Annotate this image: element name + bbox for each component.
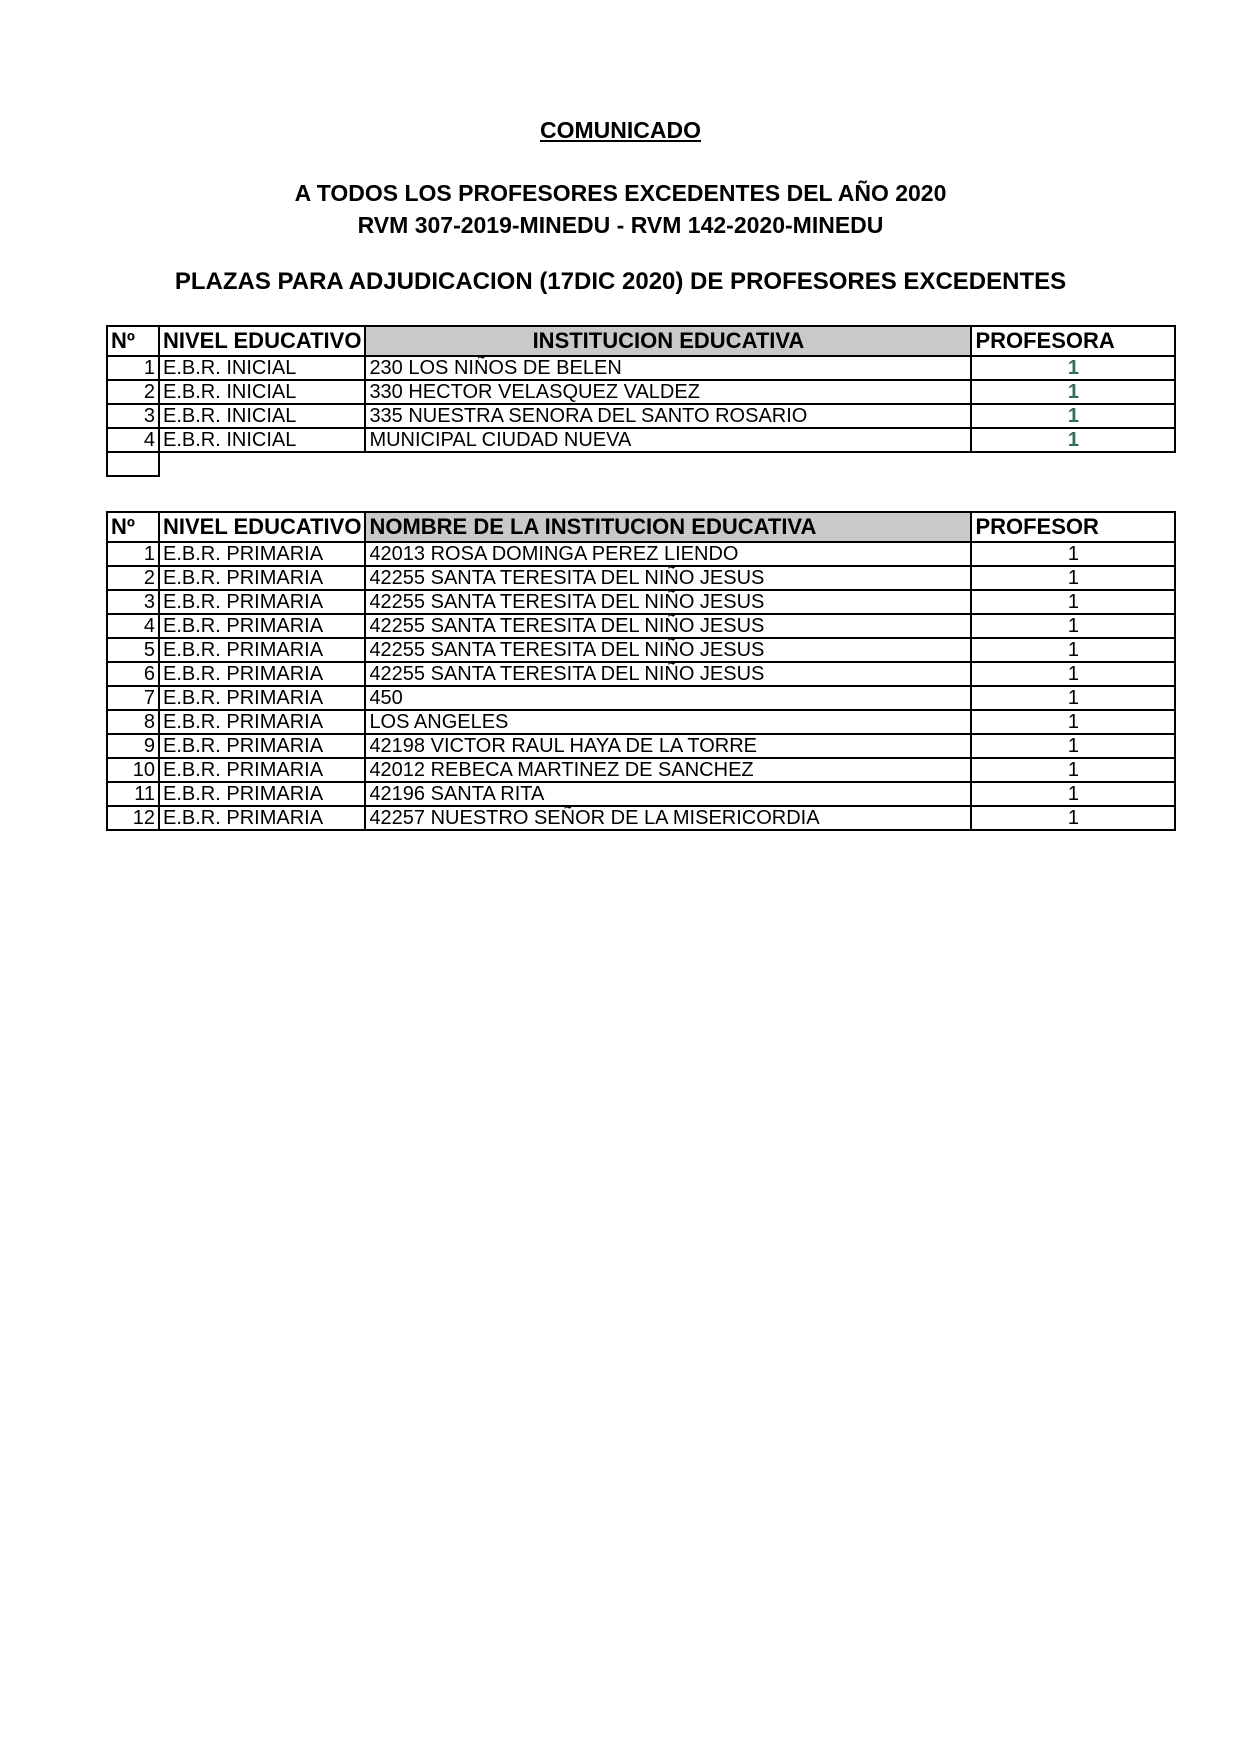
table-row [107,806,1175,830]
row-number: 1 [107,356,159,380]
row-institucion: MUNICIPAL CIUDAD NUEVA [365,428,971,452]
row-nivel: E.B.R. PRIMARIA [159,638,365,662]
document-title: COMUNICADO [540,117,701,143]
row-nivel: E.B.R. PRIMARIA [159,710,365,734]
row-number: 4 [107,614,159,638]
row-number: 12 [107,806,159,830]
row-number: 11 [107,782,159,806]
row-nivel: E.B.R. INICIAL [159,356,365,380]
table-row [107,590,1175,614]
table-row [107,710,1175,734]
row-cantidad: 1 [971,404,1175,428]
row-cantidad: 1 [971,662,1175,686]
table-row [107,734,1175,758]
table-row [107,686,1175,710]
row-cantidad: 1 [971,614,1175,638]
row-nivel: E.B.R. PRIMARIA [159,662,365,686]
row-number: 6 [107,662,159,686]
table-row [107,638,1175,662]
document-subtitle-2: RVM 307-2019-MINEDU - RVM 142-2020-MINEDU [357,212,884,238]
row-institucion: LOS ANGELES [365,710,971,734]
row-cantidad: 1 [971,710,1175,734]
table-header-row [107,326,1175,356]
document-subtitle-1: A TODOS LOS PROFESORES EXCEDENTES DEL AÑO 2020 [294,180,947,206]
row-institucion: 42012 REBECA MARTINEZ DE SANCHEZ [365,758,971,782]
empty-spacer [159,452,1175,476]
header-institucion: NOMBRE DE LA INSTITUCION EDUCATIVA [365,512,971,542]
table-row [107,428,1175,452]
table-row [107,614,1175,638]
row-number: 2 [107,566,159,590]
row-institucion: 42255 SANTA TERESITA DEL NIÑO JESUS [365,566,971,590]
row-number: 2 [107,380,159,404]
row-nivel: E.B.R. PRIMARIA [159,734,365,758]
header-profesor: PROFESOR [971,512,1175,542]
row-number: 4 [107,428,159,452]
row-number: 3 [107,590,159,614]
document-subtitle-3: PLAZAS PARA ADJUDICACION (17DIC 2020) DE PROFESORES EXCEDENTES [174,268,1067,295]
row-cantidad: 1 [971,566,1175,590]
empty-cell [107,452,159,476]
row-nivel: E.B.R. INICIAL [159,404,365,428]
row-cantidad: 1 [971,356,1175,380]
row-nivel: E.B.R. PRIMARIA [159,806,365,830]
row-cantidad: 1 [971,686,1175,710]
row-institucion: 42255 SANTA TERESITA DEL NIÑO JESUS [365,614,971,638]
row-nivel: E.B.R. PRIMARIA [159,614,365,638]
table-row [107,356,1175,380]
row-cantidad: 1 [971,638,1175,662]
row-cantidad: 1 [971,428,1175,452]
row-institucion: 42013 ROSA DOMINGA PEREZ LIENDO [365,542,971,566]
row-nivel: E.B.R. PRIMARIA [159,686,365,710]
row-institucion: 42255 SANTA TERESITA DEL NIÑO JESUS [365,662,971,686]
row-nivel: E.B.R. PRIMARIA [159,542,365,566]
row-number: 1 [107,542,159,566]
row-institucion: 42255 SANTA TERESITA DEL NIÑO JESUS [365,590,971,614]
header-num: Nº [107,512,159,542]
row-cantidad: 1 [971,734,1175,758]
table-row [107,380,1175,404]
row-institucion: 42255 SANTA TERESITA DEL NIÑO JESUS [365,638,971,662]
header-nivel: NIVEL EDUCATIVO [159,512,365,542]
row-institucion: 450 [365,686,971,710]
header-nivel: NIVEL EDUCATIVO [159,326,365,356]
row-nivel: E.B.R. INICIAL [159,428,365,452]
row-cantidad: 1 [971,542,1175,566]
table-row [107,542,1175,566]
header-profesora: PROFESORA [971,326,1175,356]
row-number: 10 [107,758,159,782]
row-nivel: E.B.R. PRIMARIA [159,590,365,614]
table-empty-row [107,452,1175,476]
row-institucion: 335 NUESTRA SENORA DEL SANTO ROSARIO [365,404,971,428]
row-institucion: 42196 SANTA RITA [365,782,971,806]
row-number: 8 [107,710,159,734]
table-row [107,566,1175,590]
row-institucion: 230 LOS NIÑOS DE BELEN [365,356,971,380]
table-row [107,758,1175,782]
row-nivel: E.B.R. INICIAL [159,380,365,404]
row-cantidad: 1 [971,380,1175,404]
row-institucion: 330 HECTOR VELASQUEZ VALDEZ [365,380,971,404]
table-inicial [106,325,1176,477]
header-institucion: INSTITUCION EDUCATIVA [365,326,971,356]
row-number: 9 [107,734,159,758]
row-cantidad: 1 [971,758,1175,782]
row-nivel: E.B.R. PRIMARIA [159,758,365,782]
table-row [107,662,1175,686]
row-cantidad: 1 [971,590,1175,614]
row-number: 7 [107,686,159,710]
row-institucion: 42198 VICTOR RAUL HAYA DE LA TORRE [365,734,971,758]
table-row [107,782,1175,806]
row-cantidad: 1 [971,782,1175,806]
table-row [107,404,1175,428]
row-number: 5 [107,638,159,662]
table-primaria [106,511,1176,831]
table-header-row [107,512,1175,542]
row-nivel: E.B.R. PRIMARIA [159,566,365,590]
header-num: Nº [107,326,159,356]
row-cantidad: 1 [971,806,1175,830]
row-number: 3 [107,404,159,428]
row-institucion: 42257 NUESTRO SEÑOR DE LA MISERICORDIA [365,806,971,830]
row-nivel: E.B.R. PRIMARIA [159,782,365,806]
